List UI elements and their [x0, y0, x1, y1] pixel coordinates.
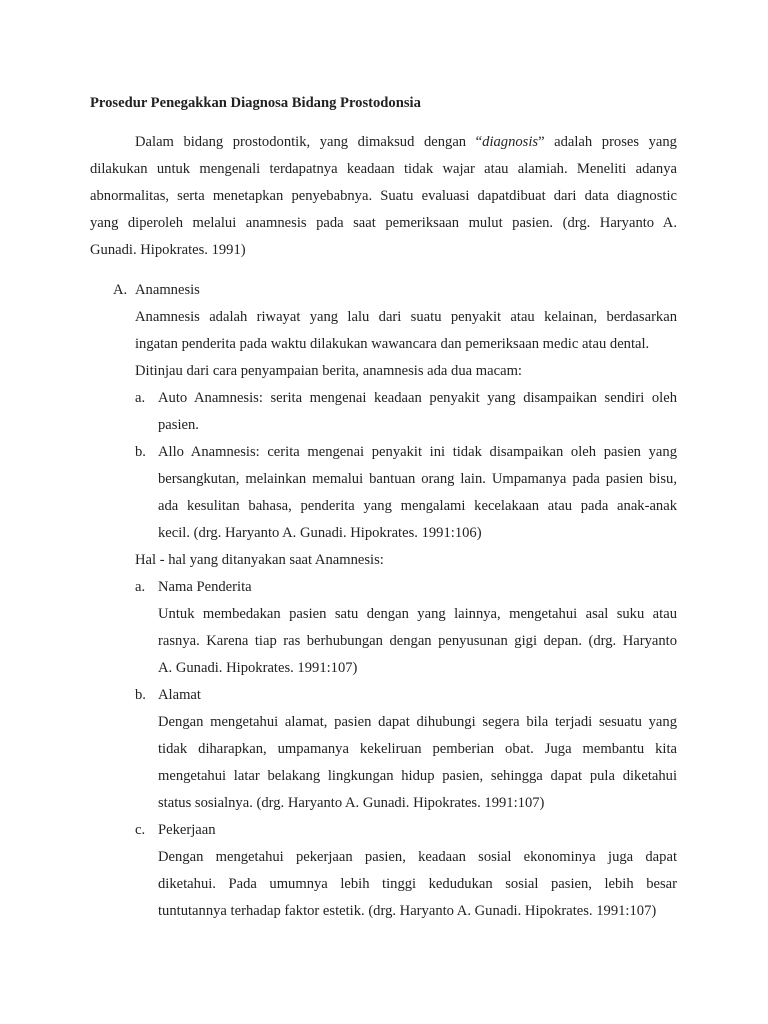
intro-line-5: Gunadi. Hipokrates. 1991): [90, 242, 246, 258]
question-b-line-1: Dengan mengetahui alamat, pasien dapat dihubungi segera bila terjadi sesuatu yang: [158, 714, 677, 730]
anamnesis-def-line-1: Anamnesis adalah riwayat yang lalu dari suatu penyakit atau kelainan, berdasarkan: [135, 309, 677, 325]
type-a-marker: a.: [135, 390, 146, 406]
questions-intro: Hal - hal yang ditanyakan saat Anamnesis:: [135, 552, 384, 568]
question-b-line-2: tidak diharapkan, umpamanya kekeliruan pemberian obat. Juga membantu kita: [158, 741, 677, 757]
intro-line-3: abnormalitas, serta menetapkan penyebabnya. Suatu evaluasi dapatdibuat dari data diagnostic: [90, 188, 677, 204]
intro-line-1: [135, 132, 677, 152]
section-a-heading: Anamnesis: [135, 282, 200, 298]
question-c-line-3: tuntutannya terhadap faktor estetik. (drg. Haryanto A. Gunadi. Hipokrates. 1991:107): [158, 903, 657, 919]
type-b-line-4: kecil. (drg. Haryanto A. Gunadi. Hipokrates. 1991:106): [158, 525, 482, 541]
type-a-line-2: pasien.: [158, 417, 199, 433]
document-title: Prosedur Penegakkan Diagnosa Bidang Prostodonsia: [90, 95, 421, 111]
anamnesis-types-intro: Ditinjau dari cara penyampaian berita, anamnesis ada dua macam:: [135, 363, 522, 379]
intro-line-4: yang diperoleh melalui anamnesis pada saat pemeriksaan mulut pasien. (drg. Haryanto A.: [90, 215, 677, 231]
question-c-line-2: diketahui. Pada umumnya lebih tinggi kedudukan sosial pasien, lebih besar: [158, 876, 677, 892]
question-b-line-3: mengetahui latar belakang lingkungan hidup pasien, sehingga dapat pula diketahui: [158, 768, 677, 784]
question-c-heading: Pekerjaan: [158, 822, 216, 838]
question-a-line-1: Untuk membedakan pasien satu dengan yang lainnya, mengetahui asal suku atau: [158, 606, 677, 622]
intro-line-1-b: ” adalah proses yang: [538, 134, 677, 150]
anamnesis-def-line-2: ingatan penderita pada waktu dilakukan wawancara dan pemeriksaan medic atau dental.: [135, 336, 650, 352]
intro-term-diagnosis: diagnosis: [482, 134, 539, 150]
question-c-line-1: Dengan mengetahui pekerjaan pasien, keadaan sosial ekonominya juga dapat: [158, 849, 677, 865]
question-a-line-3: A. Gunadi. Hipokrates. 1991:107): [158, 660, 358, 676]
type-b-line-3: ada kesulitan bahasa, penderita yang mengalami kecelakaan atau pada anak-anak: [158, 498, 677, 514]
intro-line-1-a: Dalam bidang prostodontik, yang dimaksud dengan “: [135, 134, 483, 150]
question-c-marker: c.: [135, 822, 146, 838]
question-b-marker: b.: [135, 687, 146, 703]
question-a-marker: a.: [135, 579, 146, 595]
intro-line-2: dilakukan untuk mengenali terdapatnya keadaan tidak wajar atau alamiah. Meneliti adanya: [90, 161, 677, 177]
type-a-line-1: Auto Anamnesis: serita mengenai keadaan penyakit yang disampaikan sendiri oleh: [158, 390, 677, 406]
question-a-line-2: rasnya. Karena tiap ras berhubungan dengan penyusunan gigi depan. (drg. Haryanto: [158, 633, 677, 649]
section-a-marker: A.: [113, 282, 128, 298]
type-b-marker: b.: [135, 444, 146, 460]
question-a-heading: Nama Penderita: [158, 579, 252, 595]
question-b-heading: Alamat: [158, 687, 201, 703]
question-b-line-4: status sosialnya. (drg. Haryanto A. Gunadi. Hipokrates. 1991:107): [158, 795, 545, 811]
type-b-line-2: bersangkutan, melainkan memalui bantuan orang lain. Umpamanya pada pasien bisu,: [158, 471, 677, 487]
type-b-line-1: Allo Anamnesis: cerita mengenai penyakit ini tidak disampaikan oleh pasien yang: [158, 444, 677, 460]
